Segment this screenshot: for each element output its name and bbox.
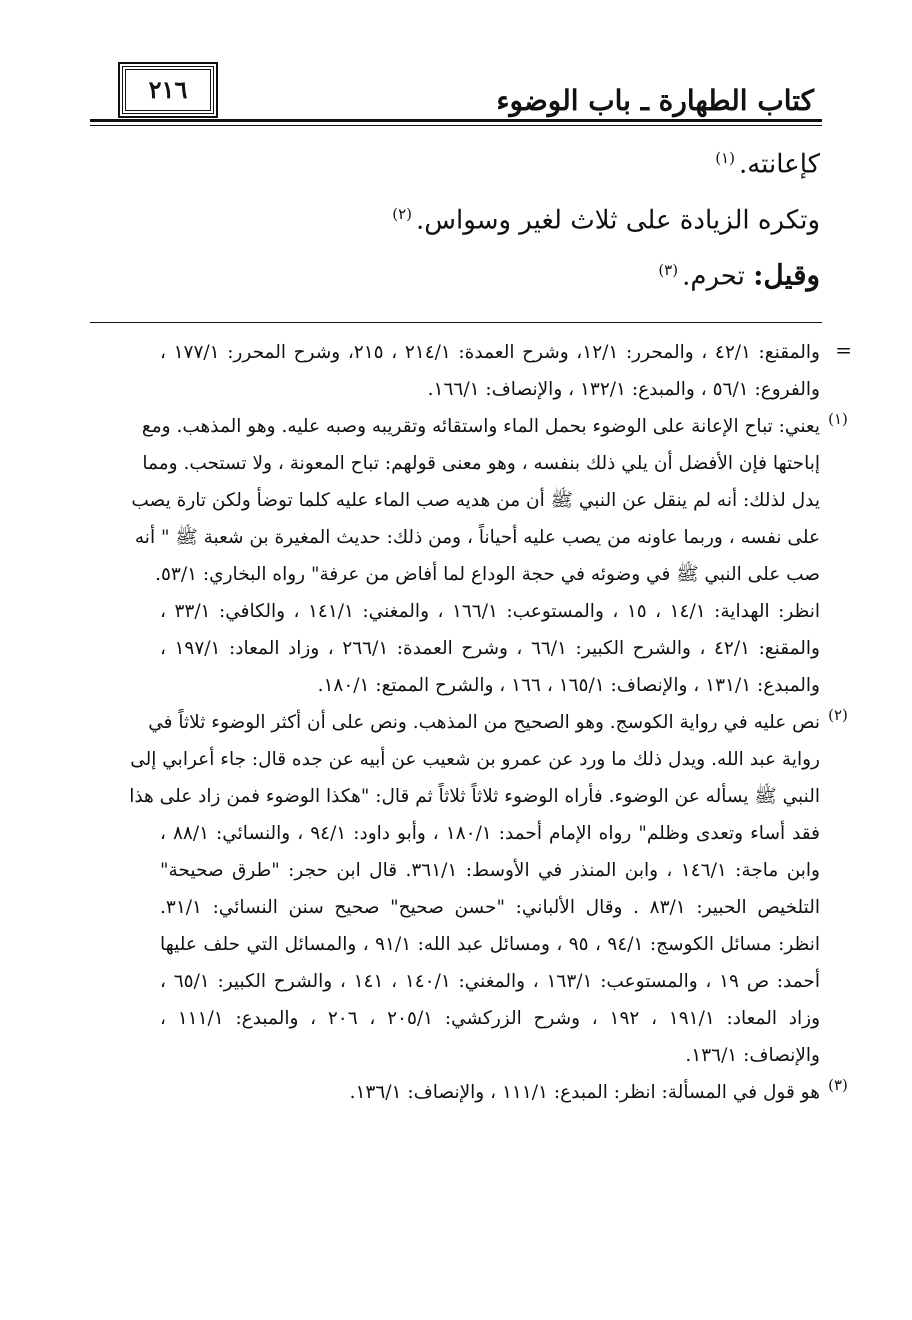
footnote-line: انظر: الهداية: ١٤/١ ، ١٥ ، والمستوعب: ١٦٦/١ ، والمغني: ١٤١/١ ، والكافي: ٣٣/١ ، [160,601,820,622]
running-title: كتاب الطهارة ـ باب الوضوء [490,84,820,117]
footnote-line: والإنصاف: ١٣٦/١. [685,1045,820,1066]
footnote-line: فقد أساء وتعدى وظلم" رواه الإمام أحمد: ١٨٠/١ ، وأبو داود: ٩٤/١ ، والنسائي: ٨٨/١ ، [160,823,820,844]
footnote-continuation [90,334,852,408]
footnote-line: وابن ماجة: ١٤٦/١ ، وابن المنذر في الأوسط: ٣٦١/١. قال ابن حجر: "طرق صحيحة" [160,860,820,881]
footnote-line: والمبدع: ١٣١/١ ، والإنصاف: ١٦٥/١ ، ١٦٦ ، والشرح الممتع: ١٨٠/١. [317,675,820,696]
header-rule-thin [90,125,822,126]
footnote-line: التلخيص الحبير: ٨٣/١ . وقال الألباني: "حسن صحيح" صحيح سنن النسائي: ٣١/١. [160,897,820,918]
footnote-2-marker: (٢) [828,706,848,724]
main-line-2-text: وتكره الزيادة على ثلاث لغير وسواس. [416,205,820,236]
footnote-line: على نفسه ، وربما عاونه من يصب عليه أحياناً ، ومن ذلك: حديث المغيرة بن شعبة ﷺ " أنه [134,527,820,548]
footnote-line: يدل لذلك: أنه لم ينقل عن النبي ﷺ أن من هديه صب الماء عليه كلما توضأ ولكن تارة يصب [131,490,820,511]
footnote-line: صب على النبي ﷺ في وضوئه في حجة الوداع لما أفاض من عرفة" رواه البخاري: ٥٣/١. [155,564,820,585]
header-rule [90,119,822,122]
footnote-line: رواية عبد الله. ويدل ذلك ما ورد عن عمرو بن شعيب عن أبيه عن جده قال: جاء أعرابي إلى [130,749,820,770]
footnote-line: أحمد: ص ١٩ ، والمستوعب: ١٦٣/١ ، والمغني: ١٤٠/١ ، ١٤١ ، والشرح الكبير: ٦٥/١ ، [160,971,821,992]
footnote-line: نص عليه في رواية الكوسج. وهو الصحيح من المذهب. ونص على أن أكثر الوضوء ثلاثاً في [148,712,820,733]
footnote-3 [90,1074,848,1111]
footnote-line: والمقنع: ٤٢/١ ، والمحرر: ١٢/١، وشرح العمدة: ٢١٤/١ ، ٢١٥، وشرح المحرر: ١٧٧/١ ، [160,342,820,363]
main-line-2 [90,186,820,242]
footnote-line: وزاد المعاد: ١٩١/١ ، ١٩٢ ، وشرح الزركشي: ٢٠٥/١ ، ٢٠٦ ، والمبدع: ١١١/١ ، [160,1008,821,1029]
main-line-3 [90,242,820,298]
continuation-mark: = [835,338,852,362]
footnote-ref-1[interactable]: (١) [715,149,735,167]
footnotes [90,334,852,1111]
main-text [90,130,820,298]
main-line-3-text: تحرم. [682,261,754,292]
main-line-1 [90,130,820,186]
footnote-line: هو قول في المسألة: انظر: المبدع: ١١١/١ ، والإنصاف: ١٣٦/١. [349,1082,820,1103]
footnote-line: انظر: مسائل الكوسج: ٩٤/١ ، ٩٥ ، ومسائل عبد الله: ٩١/١ ، والمسائل التي حلف عليها [160,934,821,955]
footnote-line: والمقنع: ٤٢/١ ، والشرح الكبير: ٦٦/١ ، وشرح العمدة: ٢٦٦/١ ، وزاد المعاد: ١٩٧/١ ، [160,638,820,659]
footnote-ref-2[interactable]: (٢) [392,205,413,223]
footnote-3-marker: (٣) [828,1076,848,1094]
footnote-ref-3[interactable]: (٣) [658,261,679,279]
footnote-line: النبي ﷺ يسأله عن الوضوء. فأراه الوضوء ثلاثاً ثلاثاً ثم قال: "هكذا الوضوء فمن زاد على هذا [129,786,820,807]
footnote-1-marker: (١) [828,410,848,428]
footnote-separator [90,322,822,323]
footnote-2 [90,704,848,1074]
footnote-line: والفروع: ٥٦/١ ، والمبدع: ١٣٢/١ ، والإنصاف: ١٦٦/١. [427,379,820,400]
main-line-1-text: كإعانته. [738,149,820,180]
footnote-line: إباحتها فإن الأفضل أن يلي ذلك بنفسه ، وهو معنى قولهم: تباح المعونة ، ولا تستحب. ومما [142,453,820,474]
page-number: ٢١٦ [122,66,214,114]
footnote-line: يعني: تباح الإعانة على الوضوء بحمل الماء واستقائه وتقريبه وصبه عليه. وهو المذهب. ومع [141,416,820,437]
footnote-1 [90,408,848,704]
main-line-3-lead: وقيل: [753,258,820,292]
